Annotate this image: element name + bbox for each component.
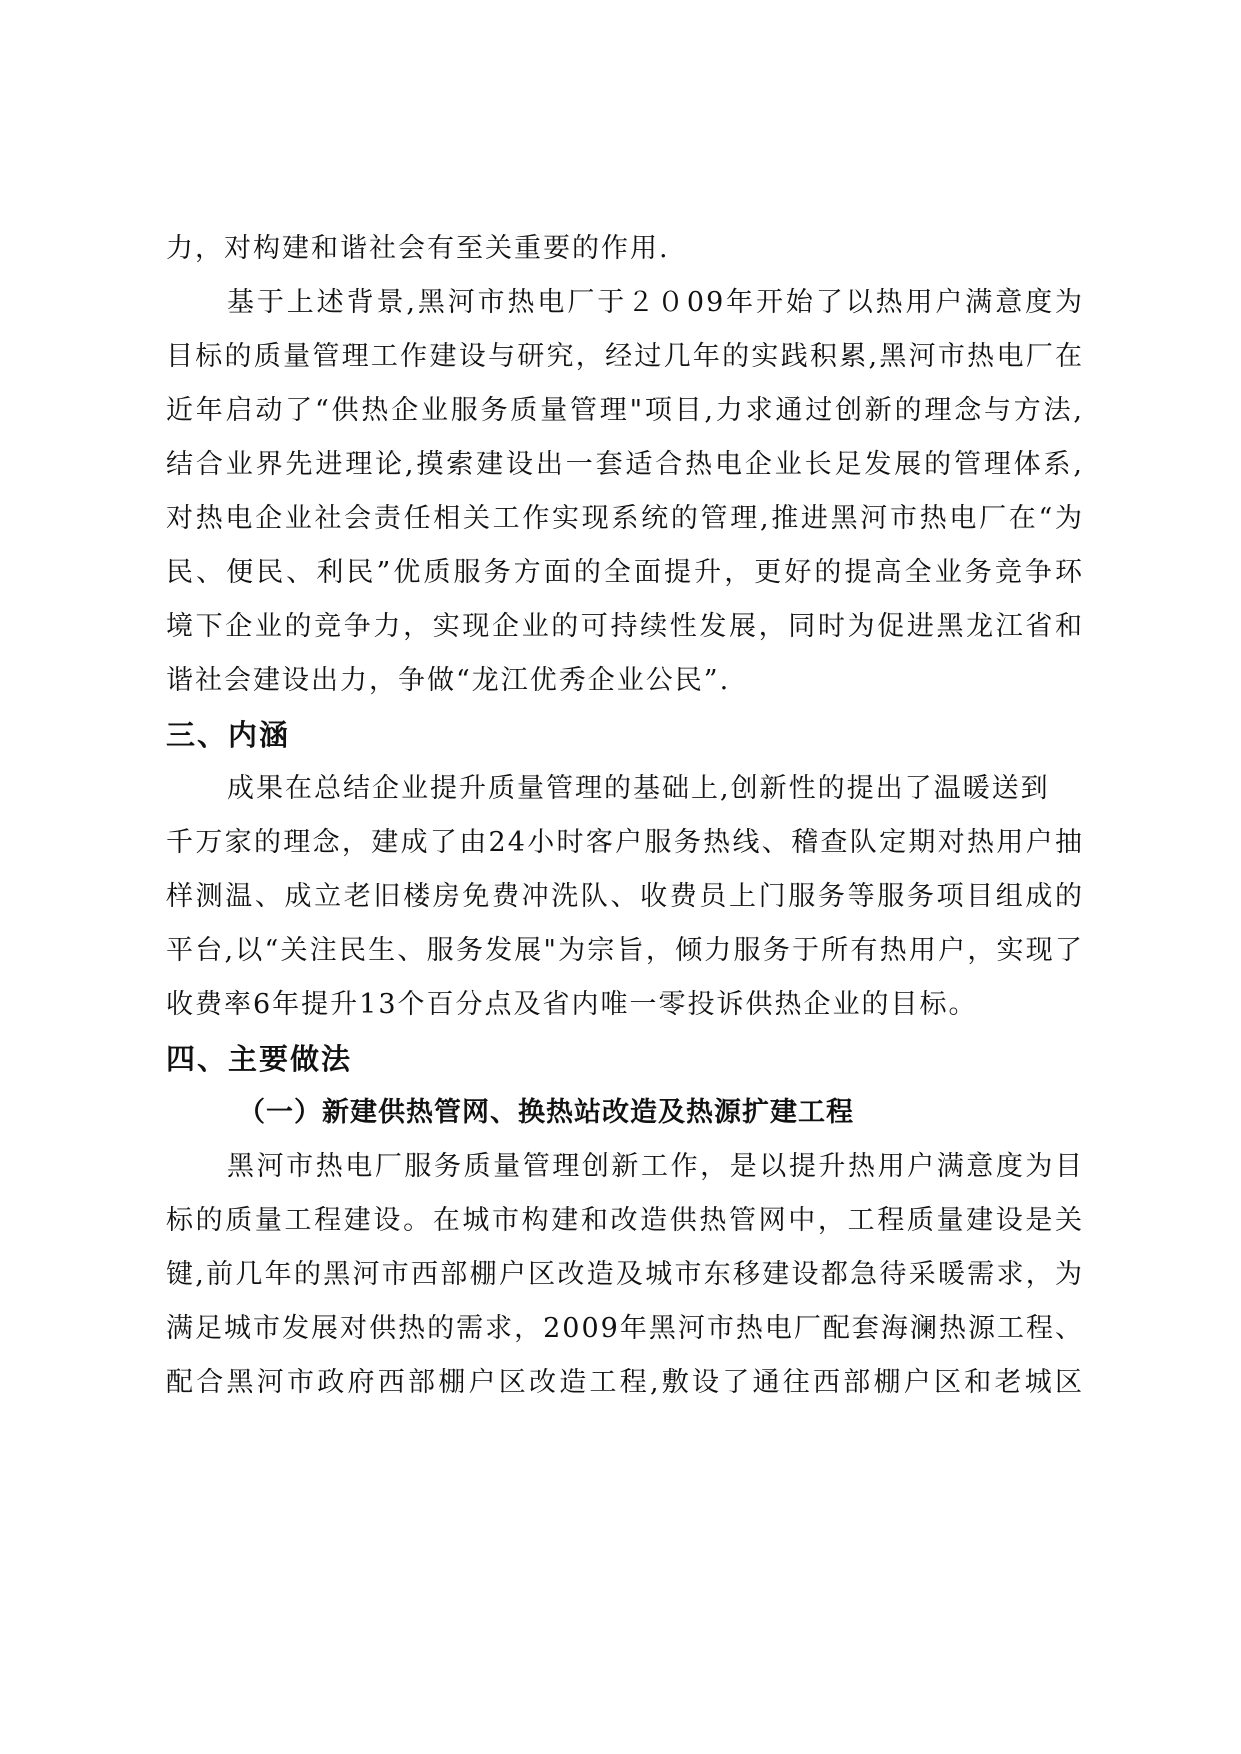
paragraph-line: 基于上述背景,黑河市热电厂于２０09年开始了以热用户满意度为 xyxy=(227,287,1084,318)
paragraph-line: 配合黑河市政府西部棚户区改造工程,敷设了通往西部棚户区和老城区 xyxy=(166,1367,1084,1398)
paragraph-line: 对热电企业社会责任相关工作实现系统的管理,推进黑河市热电厂在“为 xyxy=(166,503,1084,534)
paragraph-line: 千万家的理念，建成了由24小时客户服务热线、稽查队定期对热用户抽 xyxy=(166,827,1084,858)
paragraph-line: 键,前几年的黑河市西部棚户区改造及城市东移建设都急待采暖需求，为 xyxy=(166,1259,1084,1290)
paragraph-line: 力，对构建和谐社会有至关重要的作用. xyxy=(166,233,670,264)
section-heading: 三、内涵 xyxy=(166,718,291,752)
paragraph-line: 黑河市热电厂服务质量管理创新工作，是以提升热用户满意度为目 xyxy=(227,1151,1084,1182)
paragraph-line: 成果在总结企业提升质量管理的基础上,创新性的提出了温暖送到 xyxy=(227,773,1050,804)
paragraph-line: 境下企业的竞争力，实现企业的可持续性发展，同时为促进黑龙江省和 xyxy=(166,611,1084,642)
paragraph-line: 收费率6年提升13个百分点及省内唯一零投诉供热企业的目标。 xyxy=(166,989,978,1020)
paragraph-line: 结合业界先进理论,摸索建设出一套适合热电企业长足发展的管理体系, xyxy=(166,449,1084,480)
paragraph-line: 目标的质量管理工作建设与研究，经过几年的实践积累,黑河市热电厂在 xyxy=(166,341,1084,372)
paragraph-line: 近年启动了“供热企业服务质量管理"项目,力求通过创新的理念与方法, xyxy=(166,395,1084,426)
paragraph-line: 民、便民、利民”优质服务方面的全面提升，更好的提高全业务竞争环 xyxy=(166,557,1084,588)
paragraph-line: 谐社会建设出力，争做“龙江优秀企业公民”. xyxy=(166,665,731,696)
paragraph-line: 平台,以“关注民生、服务发展"为宗旨，倾力服务于所有热用户，实现了 xyxy=(166,935,1084,966)
subsection-heading: （一）新建供热管网、换热站改造及热源扩建工程 xyxy=(238,1097,854,1128)
document-body xyxy=(166,225,1084,1413)
paragraph-line: 标的质量工程建设。在城市构建和改造供热管网中，工程质量建设是关 xyxy=(166,1205,1084,1236)
paragraph-line: 满足城市发展对供热的需求，2009年黑河市热电厂配套海澜热源工程、 xyxy=(166,1313,1084,1344)
paragraph-line: 样测温、成立老旧楼房免费冲洗队、收费员上门服务等服务项目组成的 xyxy=(166,881,1084,912)
section-heading: 四、主要做法 xyxy=(166,1042,353,1076)
